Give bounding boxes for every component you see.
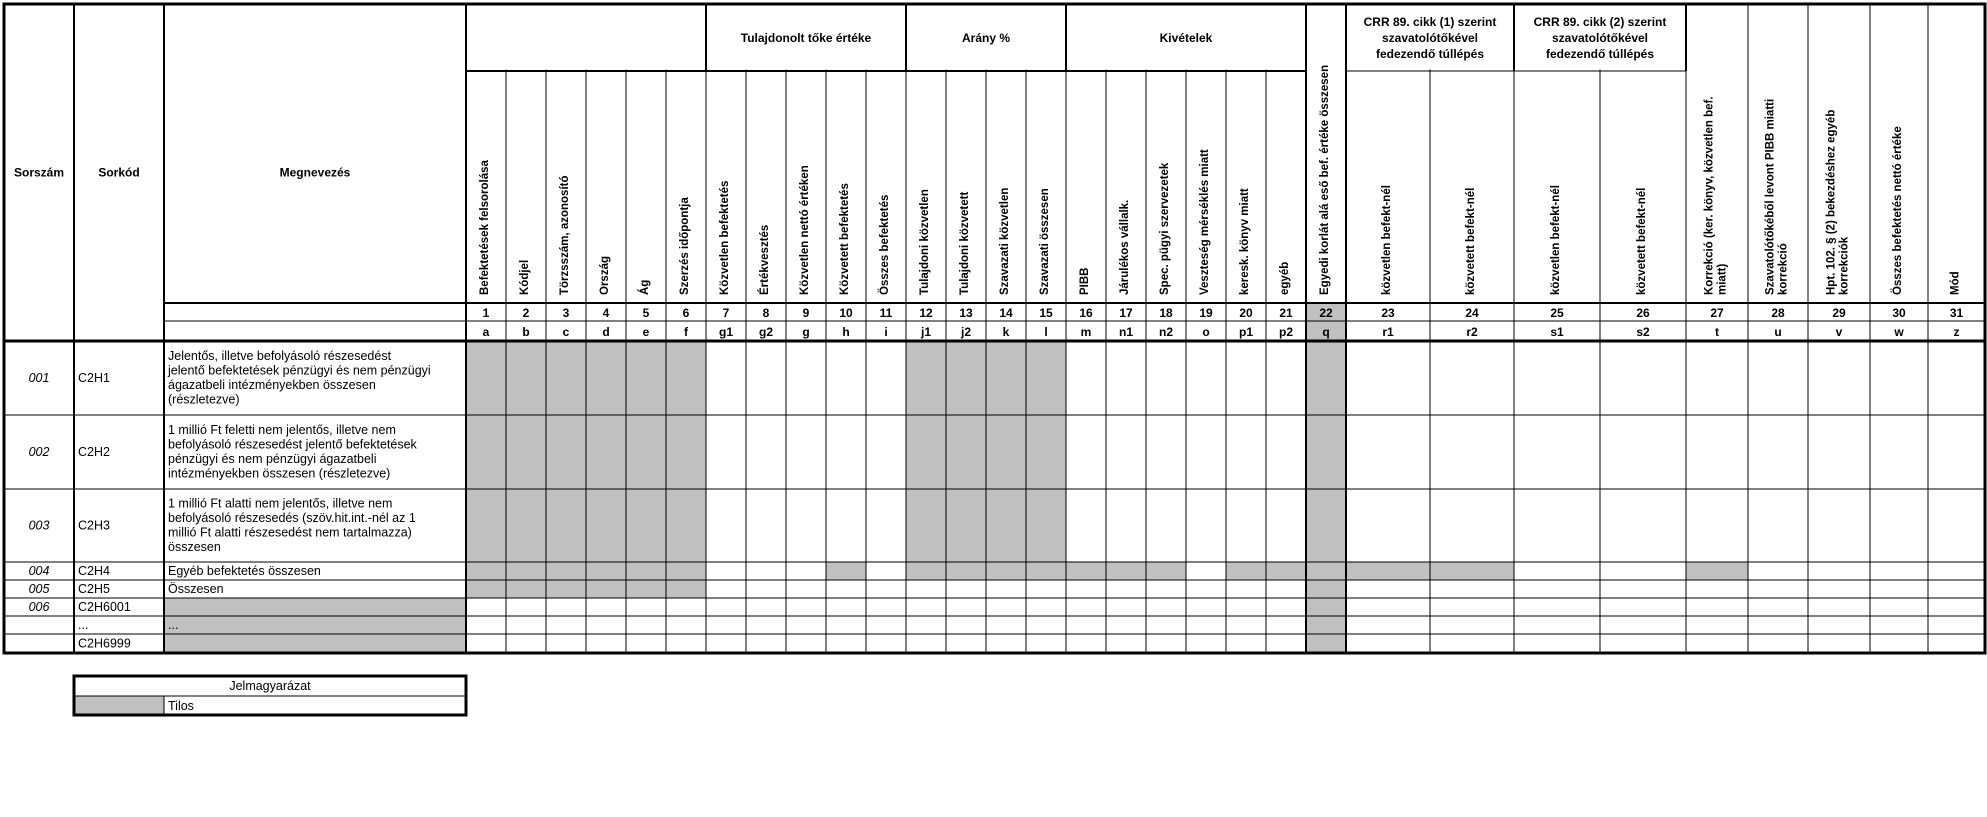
forbidden-cell (546, 415, 586, 489)
column-number-1: 1 (482, 306, 490, 320)
forbidden-cell (626, 562, 666, 580)
column-header-21: egyéb (1279, 261, 1291, 295)
forbidden-cell (666, 580, 706, 598)
column-code-9: g (802, 325, 810, 339)
column-header-9: Közvetlen nettó értéken (799, 165, 811, 295)
column-code-3: c (562, 325, 570, 339)
row-sorkod: ... (78, 618, 89, 632)
forbidden-cell (666, 341, 706, 415)
column-code-7: g1 (718, 325, 734, 339)
forbidden-cell (1306, 415, 1346, 489)
forbidden-cell (986, 489, 1026, 562)
column-header-19: Veszteség mérséklés miatt (1199, 149, 1211, 295)
forbidden-cell (586, 341, 626, 415)
forbidden-cell (1306, 634, 1346, 653)
forbidden-cell (906, 341, 946, 415)
column-number-23: 23 (1381, 306, 1395, 320)
forbidden-cell (546, 562, 586, 580)
forbidden-cell (1306, 341, 1346, 415)
column-number-19: 19 (1199, 306, 1213, 320)
forbidden-cell (466, 489, 506, 562)
forbidden-cell (946, 489, 986, 562)
column-number-8: 8 (762, 306, 770, 320)
forbidden-cell (1026, 341, 1066, 415)
forbidden-cell (1066, 562, 1106, 580)
column-header-23: közvetlen befekt-nél (1381, 185, 1393, 295)
column-header-6: Szerzés időpontja (679, 197, 691, 295)
column-number-7: 7 (722, 306, 730, 320)
row-sorszam: 002 (28, 445, 50, 459)
forbidden-cell (164, 616, 466, 634)
row-sorszam: 006 (28, 600, 50, 614)
column-header-28: Szavatolótőkéből levont PIBB miatti (1764, 98, 1777, 295)
column-number-15: 15 (1039, 306, 1053, 320)
column-header-22: Egyedi korlát alá eső bef. értéke összesen (1319, 64, 1331, 295)
column-code-6: f (684, 325, 688, 339)
column-number-2: 2 (522, 306, 530, 320)
column-number-17: 17 (1119, 306, 1133, 320)
column-code-25: s1 (1550, 325, 1564, 339)
legend-title: Jelmagyarázat (229, 679, 311, 693)
forbidden-cell (1346, 562, 1430, 580)
row-sorszam: 005 (28, 582, 50, 596)
forbidden-cell (546, 580, 586, 598)
column-header-2: Kódjel (519, 259, 531, 295)
column-header-8: Értékvesztés (759, 224, 771, 295)
column-header-29: korrekciók (1838, 236, 1851, 295)
forbidden-cell (1226, 562, 1266, 580)
group-header-crr-1: CRR 89. cikk (1) szerint szavatolótőkével fedezendő túllépés (1363, 15, 1497, 61)
forbidden-cell (666, 415, 706, 489)
column-number-24: 24 (1465, 306, 1479, 320)
column-number-10: 10 (839, 306, 853, 320)
forbidden-cell (626, 341, 666, 415)
forbidden-cell (906, 415, 946, 489)
column-header-18: Spec. pügyi szervezetek (1159, 162, 1171, 295)
forbidden-cell (626, 415, 666, 489)
column-number-26: 26 (1636, 306, 1650, 320)
column-code-29: v (1835, 325, 1843, 339)
header-megnevezes: Megnevezés (279, 165, 351, 180)
forbidden-cell (466, 580, 506, 598)
column-code-20: p1 (1238, 325, 1254, 339)
column-code-26: s2 (1636, 325, 1650, 339)
column-code-23: r1 (1382, 325, 1394, 339)
forbidden-cell (666, 562, 706, 580)
forbidden-cell (506, 415, 546, 489)
forbidden-cell (1306, 616, 1346, 634)
column-number-13: 13 (959, 306, 973, 320)
column-code-18: n2 (1158, 325, 1174, 339)
forbidden-cell (906, 489, 946, 562)
row-sorkod: C2H3 (78, 518, 110, 533)
column-number-18: 18 (1159, 306, 1173, 320)
row-megnevezes: Jelentős, illetve befolyásoló részesedést jelentő befektetések pénzügyi és nem pénzügyi ágazatbeli intézményekben összesen (részletezve) (168, 348, 431, 407)
forbidden-cell (1306, 562, 1346, 580)
column-header-31: Mód (1949, 271, 1962, 295)
legend-item-label: Tilos (168, 699, 194, 713)
row-megnevezes: 1 millió Ft alatti nem jelentős, illetve nem befolyásoló részesedés (szöv.hit.int.-nél az 1 millió Ft alatti részesedést nem tartalmazza) összesen (168, 496, 416, 554)
column-code-2: b (522, 325, 530, 339)
column-number-14: 14 (999, 306, 1013, 320)
column-code-24: r2 (1466, 325, 1478, 339)
column-code-14: k (1002, 325, 1010, 339)
forbidden-cell (586, 562, 626, 580)
column-number-9: 9 (802, 306, 810, 320)
row-sorszam: 004 (28, 564, 50, 578)
forbidden-cell (626, 580, 666, 598)
forbidden-cell (1026, 562, 1066, 580)
column-code-10: h (842, 325, 850, 339)
column-header-17: Járulékos vállalk. (1119, 199, 1131, 295)
column-number-25: 25 (1550, 306, 1564, 320)
forbidden-cell (506, 580, 546, 598)
row-megnevezes: Összesen (168, 582, 224, 596)
forbidden-cell (506, 341, 546, 415)
column-header-14: Szavazati közvetlen (999, 187, 1011, 295)
forbidden-cell (1026, 489, 1066, 562)
row-megnevezes: Egyéb befektetés összesen (168, 564, 321, 578)
group-header-tulajdonolt: Tulajdonolt tőke értéke (740, 31, 872, 45)
column-number-6: 6 (682, 306, 690, 320)
forbidden-cell (1306, 580, 1346, 598)
row-sorkod: C2H4 (78, 564, 110, 578)
group-header-cell (468, 6, 705, 70)
column-header-29: Hpt. 102. § (2) bekezdéshez egyéb (1825, 109, 1838, 295)
forbidden-cell (1266, 562, 1306, 580)
column-header-3: Törzsszám, azonosító (559, 175, 571, 295)
legend-swatch (74, 696, 164, 715)
column-header-12: Tulajdoni közvetlen (919, 189, 931, 295)
forbidden-cell (986, 562, 1026, 580)
column-code-16: m (1080, 325, 1092, 339)
column-header-1: Befektetések felsorolása (479, 160, 491, 295)
row-megnevezes: ... (168, 618, 179, 632)
column-header-20: keresk. könyv miatt (1239, 188, 1251, 295)
column-header-26: közvetett befekt-nél (1636, 187, 1648, 295)
forbidden-cell (626, 489, 666, 562)
row-sorkod: C2H5 (78, 582, 110, 596)
column-number-31: 31 (1949, 306, 1964, 320)
row-sorkod: C2H6001 (78, 600, 131, 614)
column-code-30: w (1894, 325, 1904, 339)
forbidden-cell (666, 489, 706, 562)
forbidden-cell (164, 634, 466, 653)
forbidden-cell (946, 562, 986, 580)
forbidden-cell (466, 415, 506, 489)
forbidden-cell (586, 580, 626, 598)
column-code-8: g2 (758, 325, 774, 339)
row-sorkod: C2H6999 (78, 636, 131, 651)
column-number-22: 22 (1319, 306, 1333, 320)
forbidden-cell (164, 598, 466, 616)
forbidden-cell (506, 562, 546, 580)
forbidden-cell (1430, 562, 1514, 580)
column-code-13: j2 (960, 325, 972, 339)
column-code-11: i (884, 325, 888, 339)
column-number-16: 16 (1079, 306, 1093, 320)
forbidden-cell (1306, 489, 1346, 562)
row-sorszam: 001 (28, 371, 50, 385)
forbidden-cell (986, 341, 1026, 415)
forbidden-cell (586, 489, 626, 562)
column-code-19: o (1202, 325, 1210, 339)
group-header-crr-2: CRR 89. cikk (2) szerint szavatolótőkével fedezendő túllépés (1533, 15, 1667, 61)
column-header-30: Összes befektetés nettó értéke (1892, 126, 1904, 295)
row-sorszam: 003 (28, 518, 50, 533)
forbidden-cell (466, 341, 506, 415)
column-code-5: e (642, 325, 650, 339)
group-header-arany: Arány % (961, 31, 1011, 45)
column-number-3: 3 (562, 306, 570, 320)
forbidden-cell (1106, 562, 1146, 580)
forbidden-cell (1146, 562, 1186, 580)
column-header-4: Ország (599, 256, 611, 295)
column-header-27: Korrekció (ker. könyv, közvetlen bef. (1703, 96, 1716, 295)
column-code-4: d (602, 325, 610, 339)
forbidden-cell (586, 415, 626, 489)
column-header-15: Szavazati összesen (1039, 188, 1051, 295)
column-code-22: q (1322, 325, 1330, 339)
column-header-11: Összes befektetés (879, 194, 891, 295)
column-header-24: közvetett befekt-nél (1465, 187, 1477, 295)
column-code-12: j1 (920, 325, 932, 339)
forbidden-cell (506, 489, 546, 562)
column-header-16: PIBB (1079, 267, 1091, 295)
header-sorszam: Sorszám (13, 165, 65, 180)
group-header-kivetelek: Kivételek (1159, 31, 1213, 45)
row-sorkod: C2H2 (78, 445, 110, 459)
column-number-11: 11 (879, 306, 893, 320)
column-number-21: 21 (1279, 306, 1293, 320)
forbidden-cell (546, 489, 586, 562)
forbidden-cell (906, 562, 946, 580)
column-header-7: Közvetlen befektetés (719, 180, 731, 295)
row-megnevezes: 1 millió Ft feletti nem jelentős, illetve nem befolyásoló részesedést jelentő befektetések pénzügyi és nem pénzügyi ágazatbeli intézményekben összesen (részletezve) (168, 422, 417, 481)
column-header-27: miatt) (1716, 263, 1729, 295)
forbidden-cell (946, 341, 986, 415)
forbidden-cell (546, 341, 586, 415)
column-number-30: 30 (1892, 306, 1906, 320)
column-code-28: u (1774, 325, 1782, 339)
column-number-28: 28 (1771, 306, 1785, 320)
column-header-10: Közvetett befektetés (839, 183, 851, 295)
column-code-17: n1 (1118, 325, 1134, 339)
row-sorkod: C2H1 (78, 371, 110, 385)
forbidden-cell (946, 415, 986, 489)
column-number-20: 20 (1239, 306, 1253, 320)
forbidden-cell (826, 562, 866, 580)
column-code-27: t (1715, 325, 1719, 339)
column-code-31: z (1953, 325, 1960, 339)
forbidden-cell (1686, 562, 1748, 580)
forbidden-cell (466, 562, 506, 580)
column-number-12: 12 (919, 306, 933, 320)
column-number-4: 4 (602, 306, 610, 320)
column-number-29: 29 (1832, 306, 1846, 320)
column-number-5: 5 (642, 306, 650, 320)
column-header-13: Tulajdoni közvetett (959, 191, 971, 295)
forbidden-cell (1026, 415, 1066, 489)
column-number-27: 27 (1710, 306, 1724, 320)
column-header-25: közvetlen befekt-nél (1550, 185, 1562, 295)
column-code-15: l (1044, 325, 1048, 339)
column-header-5: Ág (639, 279, 651, 295)
forbidden-cell (986, 415, 1026, 489)
column-code-21: p2 (1278, 325, 1294, 339)
column-code-1: a (482, 325, 490, 339)
forbidden-cell (1306, 598, 1346, 616)
header-sorkod: Sorkód (98, 165, 140, 180)
column-header-28: korrekció (1777, 243, 1790, 295)
